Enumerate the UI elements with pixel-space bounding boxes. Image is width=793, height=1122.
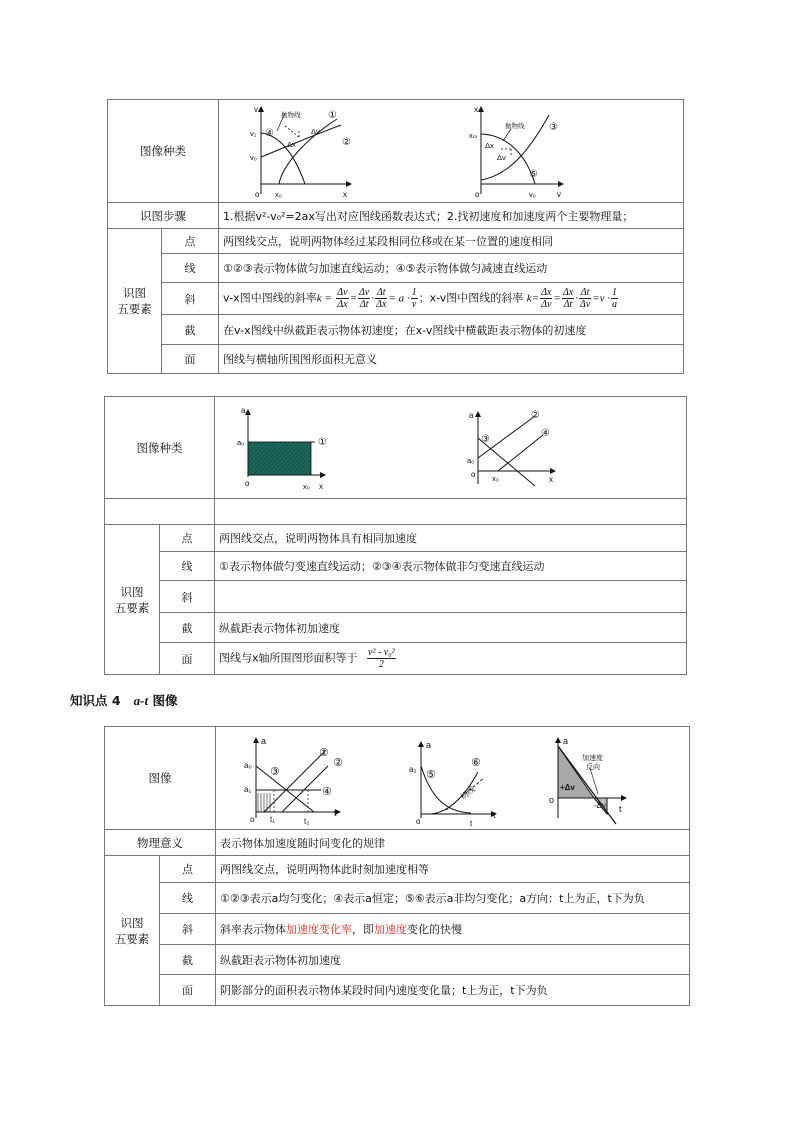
curve-label-3: ③ bbox=[481, 433, 490, 445]
curve-label-5: ⑤ bbox=[529, 168, 538, 180]
table-v-x-graphs bbox=[107, 99, 684, 374]
origin-label: o bbox=[475, 189, 480, 199]
a-t-reverse-diagram bbox=[549, 736, 626, 824]
graph-figures bbox=[215, 397, 687, 499]
row-text-line: ①②③表示a均匀变化；④表示a恒定；⑤⑥表示a非均匀变化；a方向：t上为正，t下为负 bbox=[216, 883, 690, 914]
row-label-point: 点 bbox=[160, 525, 215, 552]
a-x-constant-diagram bbox=[237, 406, 327, 491]
row-text-point: 两图线交点，说明两物体经过某段相同位移或在某一位置的速度相同 bbox=[219, 229, 684, 254]
row-label-slope: 斜 bbox=[160, 914, 216, 945]
row-text-area: 图线与横轴所围图形面积无意义 bbox=[219, 345, 684, 374]
row-label-slope: 斜 bbox=[162, 283, 219, 315]
origin-label: o bbox=[255, 189, 260, 199]
five-elements-label: 识图 五要素 bbox=[108, 229, 162, 374]
axis-label-a: a bbox=[469, 410, 474, 420]
v-x-diagram bbox=[250, 105, 351, 199]
curve-label-5: ⑤ bbox=[426, 768, 436, 781]
axis-label-a: a bbox=[563, 735, 569, 746]
row-text-slope: v-x图中图线的斜率k = $\frac{\Delta v}{\Delta x}$ = $\frac{\Delta v}{\Delta t}$ · $\frac{\Delta t}{\Delta x}$ = a · $\frac{1}{v}$ ；x-v图中图线的斜率 k= $\frac{\Delta x}{\Delta v}$ = $\frac{\Delta x}{\Delta t}$ · $\frac{\Delta t}{\Delta v}$ =v · $\frac{1}{a}$ bbox=[219, 283, 684, 315]
row-text-intercept: 纵截距表示物体初加速度 bbox=[216, 945, 690, 975]
positive-dv-label: +Δv bbox=[560, 782, 575, 792]
axis-label-x: x bbox=[343, 189, 347, 199]
curve-label-2: ② bbox=[342, 136, 351, 148]
axis-label-v: v bbox=[557, 189, 561, 199]
five-elements-label: 识图 五要素 bbox=[105, 856, 160, 1006]
row-text-point: 两图线交点，说明两物体具有相同加速度 bbox=[215, 525, 687, 552]
label-a2: a₂ bbox=[409, 764, 417, 774]
curve-label-2: ② bbox=[333, 756, 343, 769]
row-label-line: 线 bbox=[160, 552, 215, 581]
row-label-intercept: 截 bbox=[162, 315, 219, 345]
a-t-curved-diagram bbox=[409, 740, 496, 828]
parabola-label: 抛物线 bbox=[281, 111, 301, 119]
negative-dv-label: -Δv bbox=[594, 800, 607, 810]
label-a0: a₀ bbox=[244, 760, 252, 770]
row-text-intercept: 在v-x图线中纵截距表示物体初速度；在x-v图线中横截距表示物体的初速度 bbox=[219, 315, 684, 345]
delta-x-label: Δx bbox=[485, 140, 494, 150]
axis-label-a: a bbox=[241, 405, 246, 415]
label-a0: a₀ bbox=[237, 437, 245, 447]
curve-label-3: ③ bbox=[549, 121, 558, 133]
curve-label-1: ① bbox=[328, 109, 337, 121]
table-a-t-graphs bbox=[104, 726, 690, 1006]
row-text-area: 阴影部分的面积表示物体某段时间内速度变化量；t上为正，t下为负 bbox=[216, 975, 690, 1006]
row-label-slope: 斜 bbox=[160, 581, 215, 613]
a-x-varying-diagram bbox=[467, 410, 555, 486]
steps-label: 识图步骤 bbox=[108, 203, 219, 229]
origin-label: o bbox=[549, 794, 555, 805]
a-x-diagrams bbox=[215, 398, 686, 498]
empty-content-cell bbox=[215, 499, 687, 525]
label-x0: x₀ bbox=[303, 481, 310, 491]
delta-x-label: Δx bbox=[287, 139, 296, 149]
graph-figures bbox=[216, 727, 690, 830]
axis-label-t: t bbox=[619, 803, 622, 814]
axis-label-a: a bbox=[426, 739, 432, 750]
origin-label: o bbox=[416, 816, 421, 826]
hatched-area bbox=[258, 793, 270, 812]
empty-label-cell bbox=[105, 499, 215, 525]
label-t1: t₁ bbox=[270, 814, 275, 824]
reverse-note-line2: 反向 bbox=[586, 763, 600, 771]
label-v0: v₀ bbox=[529, 189, 536, 199]
axis-label-t: t bbox=[493, 809, 496, 820]
v-x-and-x-v-diagrams bbox=[219, 101, 683, 202]
row-text-intercept: 纵截距表示物体初加速度 bbox=[215, 613, 687, 643]
axis-label-v: v bbox=[254, 104, 258, 114]
row-label-area: 面 bbox=[160, 643, 215, 675]
delta-v-label: Δv bbox=[497, 152, 506, 162]
row-label-point: 点 bbox=[160, 856, 216, 883]
table-a-x-graphs bbox=[104, 396, 687, 675]
curve-label-1: ① bbox=[318, 436, 327, 448]
graph-figures bbox=[219, 100, 684, 203]
row-text-line: ①表示物体做匀变速直线运动；②③④表示物体做非匀变速直线运动 bbox=[215, 552, 687, 581]
row-text-line: ①②③表示物体做匀加速直线运动；④⑤表示物体做匀减速直线运动 bbox=[219, 254, 684, 283]
parabola-label: 抛物线 bbox=[505, 122, 525, 130]
section-title: 知识点 4 a-t 图像 bbox=[70, 693, 178, 708]
x-v-diagram bbox=[469, 105, 563, 199]
label-t: t bbox=[470, 818, 473, 828]
delta-v-label: Δv bbox=[311, 126, 320, 136]
highlight-rate: 加速度变化率 bbox=[286, 923, 352, 936]
axis-label-x: x bbox=[319, 481, 323, 491]
meaning-text: 表示物体加速度随时间变化的规律 bbox=[216, 830, 690, 856]
label-v1: v₁ bbox=[250, 128, 257, 138]
origin-label: o bbox=[245, 478, 250, 488]
label-t2: t₂ bbox=[304, 816, 310, 826]
a-t-linear-diagram bbox=[244, 736, 343, 826]
row-label-intercept: 截 bbox=[160, 945, 216, 975]
label-x0: x₀ bbox=[492, 473, 499, 483]
origin-label: o bbox=[250, 814, 255, 824]
row-label-line: 线 bbox=[162, 254, 219, 283]
tangent-label: 切线 bbox=[458, 784, 477, 802]
curve-label-4: ④ bbox=[541, 427, 550, 439]
curve-label-4: ④ bbox=[265, 127, 274, 139]
row-text-slope: 斜率表示物体加速度变化率，即加速度变化的快慢 bbox=[216, 914, 690, 945]
row-label-intercept: 截 bbox=[160, 613, 215, 643]
image-label: 图像 bbox=[105, 727, 216, 830]
axis-label-x: x bbox=[549, 474, 553, 484]
label-a1: a₁ bbox=[244, 784, 252, 794]
label-xm: xₘ bbox=[469, 130, 478, 140]
row-label-line: 线 bbox=[160, 883, 216, 914]
axis-label-x: x bbox=[474, 104, 478, 114]
label-v0: v₀ bbox=[250, 152, 257, 162]
reverse-note-line1: 加速度 bbox=[582, 754, 603, 762]
origin-label: o bbox=[471, 469, 476, 479]
shaded-area bbox=[248, 442, 311, 475]
row-label-area: 面 bbox=[162, 345, 219, 374]
label-x0: x₀ bbox=[275, 189, 282, 199]
curve-label-2: ② bbox=[531, 409, 540, 421]
steps-text: 1.根据v²-v₀²=2ax写出对应图线函数表达式；2.找初速度和加速度两个主要物理量； bbox=[219, 203, 684, 229]
axis-label-t: t bbox=[334, 807, 337, 818]
a-t-diagrams bbox=[216, 728, 689, 829]
five-elements-label: 识图 五要素 bbox=[105, 525, 160, 675]
curve-label-3: ③ bbox=[270, 765, 280, 778]
label-a0: a₀ bbox=[467, 455, 475, 465]
row-text-area: 图线与x轴所围图形面积等于 $\frac{\text{v² - v₀²}}{2}$ bbox=[215, 643, 687, 675]
curve-label-4: ④ bbox=[322, 785, 332, 798]
axis-label-a: a bbox=[261, 735, 267, 746]
curve-label-6: ⑥ bbox=[471, 756, 481, 769]
graph-type-label: 图像种类 bbox=[108, 100, 219, 203]
row-label-area: 面 bbox=[160, 975, 216, 1006]
highlight-acceleration: 加速度 bbox=[374, 923, 407, 936]
meaning-label: 物理意义 bbox=[105, 830, 216, 856]
graph-type-label: 图像种类 bbox=[105, 397, 215, 499]
row-text-point: 两图线交点，说明两物体此时刻加速度相等 bbox=[216, 856, 690, 883]
curve-label-1: ① bbox=[319, 746, 329, 759]
row-text-slope bbox=[215, 581, 687, 613]
row-label-point: 点 bbox=[162, 229, 219, 254]
